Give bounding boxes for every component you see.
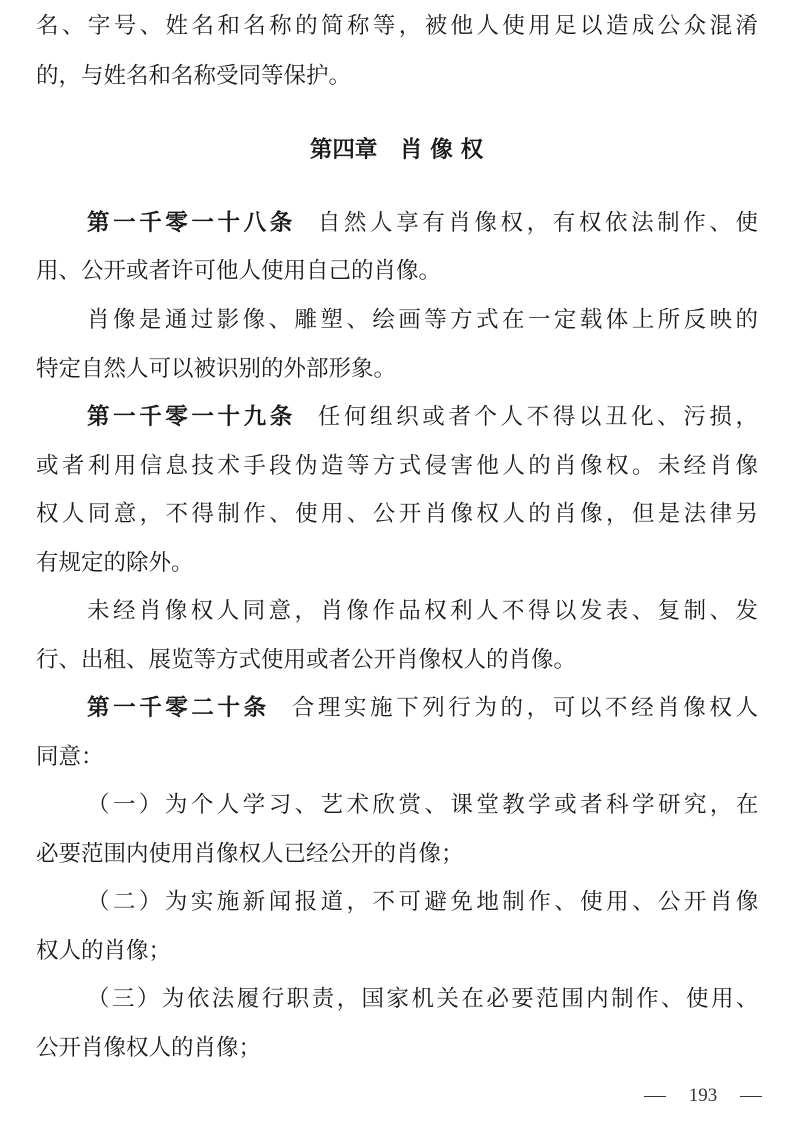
list-item-1-line: （一）为个人学习、艺术欣赏、课堂教学或者科学研究，在 — [87, 792, 758, 818]
dash-left — [644, 1096, 666, 1097]
article-title: 第一千零一十九条 — [87, 404, 296, 430]
list-item-3-line: （三）为依法履行职责，国家机关在必要范围内制作、使用、 — [87, 986, 758, 1012]
page-number: 193 — [688, 1085, 718, 1106]
text-line: 名、字号、姓名和名称的简称等，被他人使用足以造成公众混淆 — [36, 13, 758, 39]
article-1019-first-line — [87, 397, 758, 437]
article-1018-first-line — [87, 203, 758, 243]
text-line: 同意： — [36, 744, 104, 770]
text-line: 有规定的除外。 — [36, 550, 194, 576]
text-line: 或者利用信息技术手段伪造等方式侵害他人的肖像权。未经肖像 — [36, 453, 758, 479]
text-line: 公开肖像权人的肖像； — [36, 1035, 262, 1061]
list-item-2-line: （二）为实施新闻报道，不可避免地制作、使用、公开肖像 — [87, 889, 758, 915]
text-segment: 自然人享有肖像权，有权依法制作、使 — [317, 210, 758, 236]
text-segment: 合理实施下列行为的，可以不经肖像权人 — [291, 695, 758, 721]
text-line: 未经肖像权人同意，肖像作品权利人不得以发表、复制、发 — [87, 598, 758, 624]
text-line: 权人同意，不得制作、使用、公开肖像权人的肖像，但是法律另 — [36, 501, 758, 527]
text-segment: 任何组织或者个人不得以丑化、污损， — [317, 404, 758, 430]
text-line: 必要范围内使用肖像权人已经公开的肖像； — [36, 841, 464, 867]
dash-right — [740, 1096, 762, 1097]
page-footer — [644, 1082, 762, 1110]
article-title: 第一千零二十条 — [87, 695, 270, 721]
chapter-title: 第四章 肖 像 权 — [309, 137, 484, 163]
text-line: 用、公开或者许可他人使用自己的肖像。 — [36, 258, 442, 284]
article-title: 第一千零一十八条 — [87, 210, 296, 236]
text-line: 的，与姓名和名称受同等保护。 — [36, 63, 352, 89]
text-line: 特定自然人可以被识别的外部形象。 — [36, 356, 397, 382]
text-line: 肖像是通过影像、雕塑、绘画等方式在一定载体上所反映的 — [87, 307, 758, 333]
article-1020-first-line — [87, 688, 758, 728]
text-line: 行、出租、展览等方式使用或者公开肖像权人的肖像。 — [36, 647, 577, 673]
text-line: 权人的肖像； — [36, 938, 172, 964]
